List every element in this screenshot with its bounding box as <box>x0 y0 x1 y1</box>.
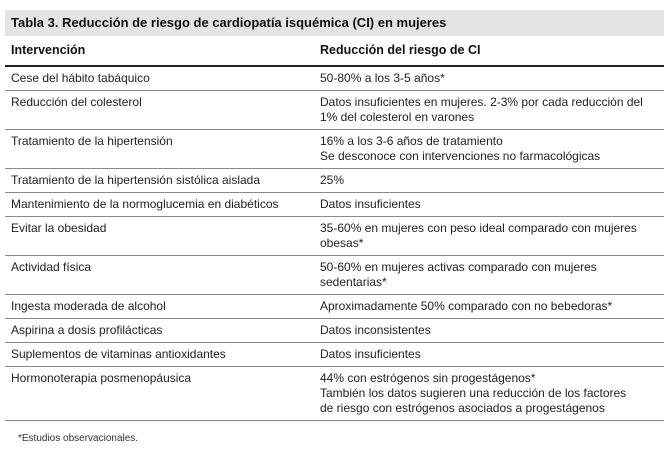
risk-reduction-line: 16% a los 3-6 años de tratamiento <box>320 134 503 148</box>
table-footnote: *Estudios observacionales. <box>18 433 139 444</box>
table-row <box>5 91 664 130</box>
risk-reduction-line: Datos insuficientes en mujeres. 2-3% por cada reducción del <box>320 95 643 109</box>
intervention-cell: Cese del hábito tabáquico <box>5 66 314 91</box>
risk-reduction-cell <box>314 256 664 295</box>
table-row <box>5 367 664 421</box>
table-row <box>5 66 664 91</box>
risk-reduction-cell <box>314 66 664 91</box>
risk-reduction-line: obesas* <box>320 236 364 250</box>
header-risk-reduction: Reducción del riesgo de CI <box>314 36 664 66</box>
intervention-cell: Reducción del colesterol <box>5 91 314 130</box>
risk-reduction-line: 50-80% a los 3-5 años* <box>320 71 445 85</box>
intervention-cell: Tratamiento de la hipertensión sistólica aislada <box>5 169 314 193</box>
risk-reduction-cell <box>314 217 664 256</box>
intervention-cell: Actividad física <box>5 256 314 295</box>
risk-reduction-line: sedentarias* <box>320 275 387 289</box>
intervention-cell: Evitar la obesidad <box>5 217 314 256</box>
intervention-cell: Suplementos de vitaminas antioxidantes <box>5 343 314 367</box>
table-row <box>5 319 664 343</box>
table-body <box>5 66 664 421</box>
table-row <box>5 343 664 367</box>
table-row <box>5 130 664 169</box>
risk-reduction-cell <box>314 367 664 421</box>
risk-reduction-cell <box>314 343 664 367</box>
risk-reduction-cell <box>314 130 664 169</box>
intervention-cell: Aspirina a dosis profilácticas <box>5 319 314 343</box>
intervention-cell: Tratamiento de la hipertensión <box>5 130 314 169</box>
table-title: Tabla 3. Reducción de riesgo de cardiopatía isquémica (CI) en mujeres <box>11 15 447 30</box>
intervention-cell: Ingesta moderada de alcohol <box>5 295 314 319</box>
risk-reduction-line: Datos insuficientes <box>320 197 421 211</box>
risk-reduction-line: 35-60% en mujeres con peso ideal comparado con mujeres <box>320 221 637 235</box>
risk-reduction-line: de riesgo con estrógenos asociados a progestágenos <box>320 401 605 415</box>
intervention-cell: Mantenimiento de la normoglucemia en diabéticos <box>5 193 314 217</box>
risk-reduction-cell <box>314 295 664 319</box>
header-intervention: Intervención <box>5 36 314 66</box>
table-row <box>5 217 664 256</box>
risk-reduction-cell <box>314 91 664 130</box>
table-row <box>5 169 664 193</box>
table-row <box>5 256 664 295</box>
risk-reduction-cell <box>314 169 664 193</box>
risk-reduction-line: 25% <box>320 173 345 187</box>
risk-reduction-cell <box>314 193 664 217</box>
risk-reduction-line: 44% con estrógenos sin progestágenos* <box>320 371 536 385</box>
risk-reduction-cell <box>314 319 664 343</box>
table-header-row <box>5 36 664 66</box>
risk-reduction-line: Se desconoce con intervenciones no farmacológicas <box>320 149 601 163</box>
risk-reduction-line: Datos insuficientes <box>320 347 421 361</box>
risk-reduction-line: 1% del colesterol en varones <box>320 110 475 124</box>
risk-reduction-line: 50-60% en mujeres activas comparado con mujeres <box>320 260 597 274</box>
risk-reduction-line: Datos inconsistentes <box>320 323 431 337</box>
intervention-cell: Hormonoterapia posmenopáusica <box>5 367 314 421</box>
risk-reduction-table <box>5 36 664 421</box>
risk-reduction-line: También los datos sugieren una reducción de los factores <box>320 386 627 400</box>
risk-reduction-line: Aproximadamente 50% comparado con no bebedoras* <box>320 299 613 313</box>
table-row <box>5 193 664 217</box>
table-row <box>5 295 664 319</box>
